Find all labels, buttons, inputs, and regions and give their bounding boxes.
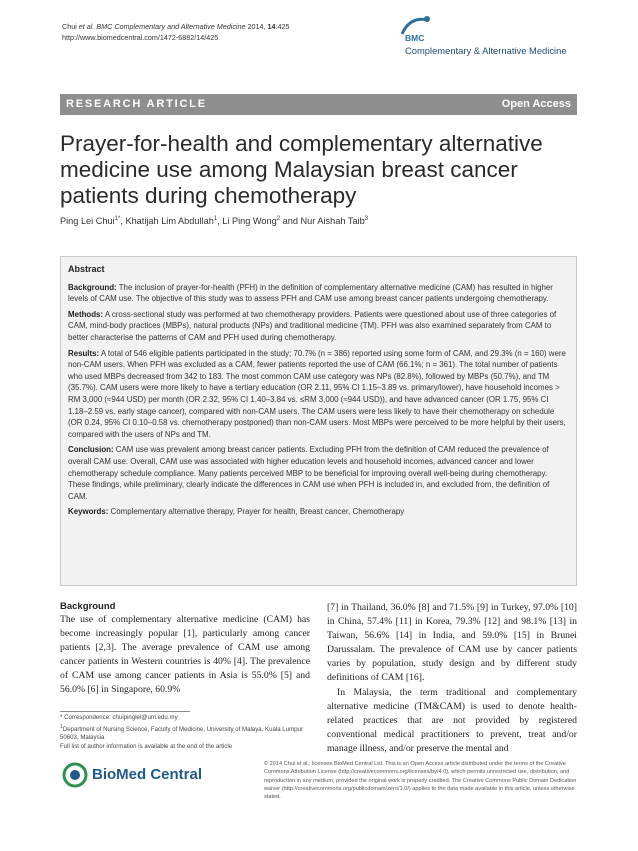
author-name[interactable]: Nur Aishah Taib bbox=[300, 216, 365, 227]
correspondence-email[interactable]: * Correspondence: chuipinglei@um.edu.my bbox=[60, 714, 178, 721]
abstract-conclusion: Conclusion: CAM use was prevalent among breast cancer patients. Excluding PFH from the definition of CAM reduced the prevalence of overall CAM use. Overall, CAM use was associated with higher education levels and household incomes, advanced cancer and lower chemotherapy schedule compliance. Many patients perceived MBP to be beneficial for improving overall well-being during chemotherapy. These findings, while preliminary, clearly indicate the differences in CAM use when PFH is included in, and excluded from, the definition of CAM. bbox=[68, 445, 550, 501]
author-name[interactable]: Khatijah Lim Abdullah bbox=[125, 216, 214, 227]
citation-page: :425 bbox=[275, 22, 290, 31]
body-paragraph: The use of complementary alternative medicine (CAM) has become increasingly popular [1], particularly among cancer patients [2,3]. The average prevalence of CAM use among cancer patients in Western countries is 40% [4]. The prevalence of CAM use among cancer patients in Asia is 55.0% [5] and 56.0% [6] in Singapore, 60.9% bbox=[60, 614, 310, 696]
footnote-divider bbox=[60, 711, 190, 712]
body-column-left bbox=[60, 601, 310, 698]
author-info-note: Full list of author information is available at the end of the article bbox=[60, 742, 233, 750]
citation-volume: 14 bbox=[267, 22, 276, 31]
journal-logo bbox=[400, 14, 580, 66]
publisher-name: BioMed Central bbox=[92, 766, 203, 783]
body-column-right bbox=[327, 601, 577, 756]
footnotes bbox=[60, 714, 310, 751]
abstract-heading: Abstract bbox=[68, 264, 105, 274]
author-affiliation-mark: 2 bbox=[276, 216, 281, 222]
author-name[interactable]: Li Ping Wong bbox=[222, 216, 277, 227]
abstract-methods: Methods: A cross-sectional study was performed at two chemotherapy providers. Patients were questioned about use of three categories of CAM, mind-body practices (MBPs), natural products (NPs) and traditional medicine (TM). PFH was also examined separately from CAM to better characterise the patterns of CAM and PFH used during chemotherapy. bbox=[68, 309, 557, 342]
author-affiliation: $^1$Department of Nursing Science, Faculty of Medicine, University of Malaya, Kuala Lumpur 50603, Malaysia bbox=[60, 723, 303, 742]
citation-year: 2014, bbox=[245, 22, 268, 31]
article-type-label: RESEARCH ARTICLE bbox=[66, 98, 207, 110]
journal-name: Complementary & Alternative Medicine bbox=[405, 45, 567, 56]
author-name[interactable]: Ping Lei Chui bbox=[60, 216, 115, 227]
article-url[interactable]: http://www.biomedcentral.com/1472-6882/14/425 bbox=[62, 32, 219, 42]
body-paragraph: In Malaysia, the term traditional and complementary alternative medicine (TM&CAM) is used to denote health-related practices that are not provided by registered conventional medical practitioners to prevent, treat and/or manage illness, and/or preserve the mental and bbox=[327, 686, 577, 754]
open-access-label: Open Access bbox=[501, 98, 571, 110]
author-affiliation-mark: 1 bbox=[213, 216, 218, 222]
body-paragraph: [7] in Thailand, 36.0% [8] and 71.5% [9] in Turkey, 97.0% [10] in China, 57.4% [11] in Korea, 79.3% [12] and 98.1% [13] in Taiwan, 56.6% [14] in India, and 59.0% [15] in Brunei Darussalam. The prevalence of CAM use by cancer patients varies by population, study design and by different study definitions of CAM [16]. bbox=[327, 602, 577, 684]
article-type-bar bbox=[60, 94, 577, 115]
citation-line bbox=[62, 22, 290, 33]
citation-journal: et al. BMC Complementary and Alternative Medicine bbox=[78, 22, 246, 31]
author-list: Ping Lei Chui$^{1*}$, Khatijah Lim Abdullah$^1$, Li Ping Wong$^2$ and Nur Aishah Taib$^3$ bbox=[60, 216, 369, 227]
journal-logo-bmc: BMC bbox=[405, 33, 425, 43]
section-heading-background: Background bbox=[60, 601, 116, 612]
abstract-results: Results: A total of 546 eligible patients participated in the study; 70.7% (n = 386) reported using some form of CAM, and 29.3% (n = 160) were non-CAM users. When PFH was excluded as a CAM, fewer patients reported the use of CAM (66.1%; n = 361). The total number of patients who used MBPs decreased from 342 to 183. The most common CAM use category was NPs (82.8%), followed by MBPs (50.7%), and TM (35.7%). CAM users were more likely to have a tertiary education (OR 2.11, 95% CI 1.15–3.89 vs. primary/lower), have household incomes > RM 3,000 (≈944 USD) per month (OR 2.32, 95% CI 1.40–3.84 vs. ≤RM 3,000 (≈944 USD)), and have advanced cancer (OR 1.75, 95% CI 1.18–2.59 vs. early stage cancer), compared with non-CAM users. The CAM users were less likely to have their chemotherapy on schedule (OR 0.24, 95% CI 0.10–0.58 vs. chemotherapy postponed) than non-CAM users. Most MBPs were perceived to be more helpful by their users, compared with the users of NPs and TM. bbox=[68, 348, 566, 439]
abstract-background: Background: The inclusion of prayer-for-health (PFH) in the definition of complementary alternative medicine (CAM) has resulted in higher levels of CAM use. The objective of this study was to assess PFH and CAM use among breast cancer patients undergoing chemotherapy. bbox=[68, 282, 553, 304]
article-title: Prayer-for-health and complementary alternative medicine use among Malaysian breast cancer patients during chemotherapy bbox=[60, 131, 543, 208]
citation-author: Chui bbox=[62, 22, 77, 31]
author-affiliation-mark: 1* bbox=[114, 216, 121, 222]
journal-citation bbox=[62, 22, 290, 43]
license-text: © 2014 Chui et al.; licensee BioMed Central Ltd. This is an Open Access article distributed under the terms of the Creative Commons Attribution License (http://creativecommons.org/licenses/by/4.0), which permits unrestricted use, distribution, and reproduction in any medium, provided the original work is properly credited. The Creative Commons Public Domain Dedication waiver (http://creativecommons.org/publicdomain/zero/1.0/) applies to the data made available in this article, unless otherwise stated. bbox=[264, 761, 577, 801]
abstract-box bbox=[60, 256, 577, 586]
author-affiliation-mark: 3 bbox=[364, 216, 369, 222]
abstract-keywords: Keywords: Complementary alternative therapy, Prayer for health, Breast cancer, Chemotherapy bbox=[68, 507, 405, 517]
biomed-central-icon bbox=[62, 762, 88, 788]
publisher-logo bbox=[62, 762, 203, 788]
